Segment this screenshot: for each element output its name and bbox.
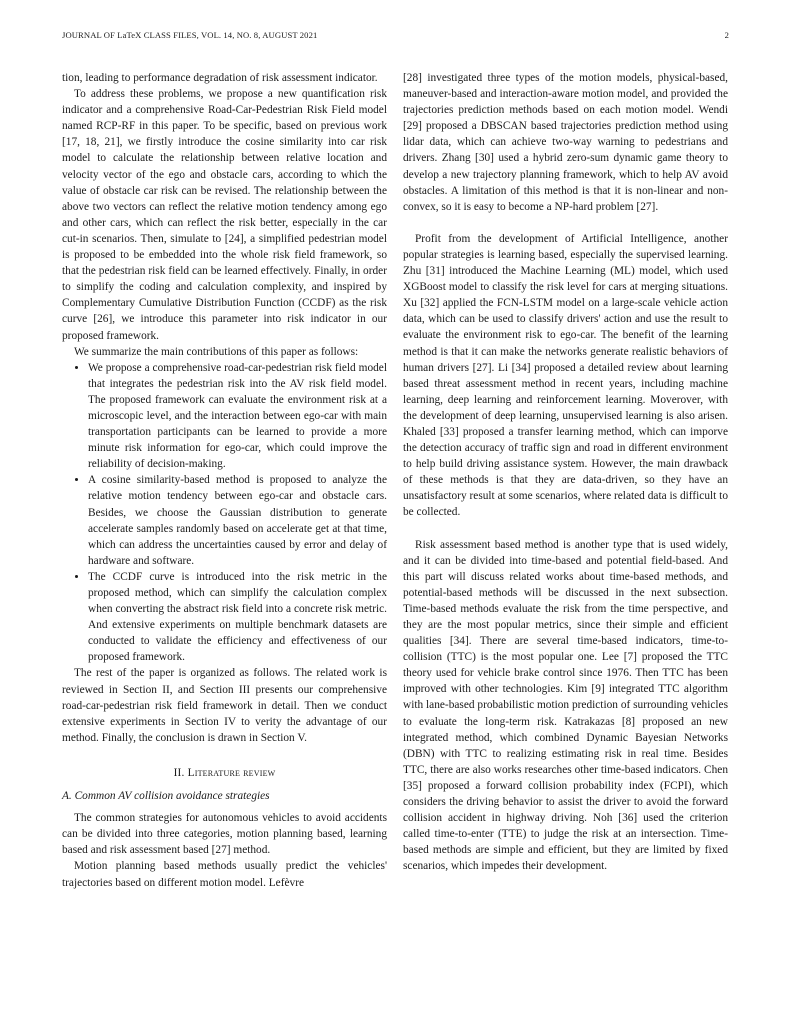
- contributions-list: [62, 360, 387, 666]
- paragraph: Profit from the development of Artificial Intelligence, another popular strategies is learning based, especially the supervised learning. Zhu [31] introduced the Machine Learning (ML) model, which used XGBoost model to classify the risk level for cars at merging situations. Xu [32] applied the FCN-LSTM model on a large-scale vehicle action data, which can be used to classify drivers' action and use the result to evaluate the environment risk to ego-car. The benefit of the learning method is that it can make the networks generate realistic behaviors of human drivers [27]. Li [34] proposed a detailed review about learning based threat assessment method in recent years, including machine learning, deep learning and reinforcement learning. Moverover, with the development of deep learning, unsupervised learning is also arisen. Khaled [33] proposed a transfer learning method, which can imporve the detection accuracy of traffic sign and road in different environment to help build driving assistance system. However, the main drawback of these methods is that they are data-driven, so they have an unsatisfactory result at some scenarios, where related data is difficult to be collected.: [403, 232, 728, 519]
- running-header: [62, 30, 729, 44]
- subsection-title: A. Common AV collision avoidance strategies: [62, 790, 270, 803]
- list-item: • The CCDF curve is introduced into the risk metric in the proposed method, which can simplify the calculation complex when converting the abstract risk field into a concrete risk metric. And extensive experiments on multiple benchmark datasets are conducted to validate the efficiency and effectiveness of our proposed framework.: [88, 569, 387, 666]
- paragraph-gap: [403, 521, 728, 537]
- paragraph: tion, leading to performance degradation of risk assessment indicator.: [62, 72, 378, 84]
- list-item: • We propose a comprehensive road-car-pedestrian risk field model that integrates the pedestrian risk into the AV risk field model. The proposed framework can evaluate the environment risk at a microscopic level, and the interaction between ego-car with main transportation participants can be learned to provide a more minute risk information for ego-car, which could improve the reliability of decision-making.: [88, 360, 387, 473]
- right-column: [403, 70, 728, 875]
- left-column: [62, 70, 387, 891]
- paragraph: To address these problems, we propose a new quantification risk indicator and a comprehensive Road-Car-Pedestrian Risk Field model named RCP-RF in this paper. To be specific, based on previous work [17, 18, 21], we firstly introduce the cosine similarity into car risk model to calculate the relationship between relative location and velocity vector of the ego and obstacle cars, according to which the value of obstacle car risk can be revised. The relationship between the above two vectors can reflect the relative motion tendency among ego and other cars, which can reflect the risk better, especially in the car cut-in scenarios. Then, simulate to [24], a simplified pedestrian model is proposed to be embedded into the whole risk field framework, so that the pedestrian risk field can be learned effectively. Finally, in order to simplify the coding and calculation complexity, and inspired by Complementary Cumulative Distribution Function (CCDF) as the risk curve [26], we introduce this parameter into risk indicator in our proposed framework.: [62, 88, 387, 342]
- paragraph: Motion planning based methods usually predict the vehicles' trajectories based on different motion model. Lefèvre: [62, 860, 387, 889]
- paragraph-gap: [403, 215, 728, 231]
- list-item: • A cosine similarity-based method is proposed to analyze the relative motion tendency between ego-car and obstacle cars. Besides, we choose the Gaussian distribution to generate accelerate samples randomly based on accelerate get at that time, which can address the uncertainties caused by error and delay of hardware and software.: [88, 472, 387, 569]
- paragraph: [28] investigated three types of the motion models, physical-based, maneuver-based and interaction-aware motion model, and provided the trajectories prediction methods based on each motion model. Wendi [29] proposed a DBSCAN based trajectories prediction method using lidar data, which can achieve two-way warning to pedestrians and drivers. Zhang [30] used a hybrid zero-sum dynamic game theory to develop a new trajectory planning framework, which to help AV avoid obstacles. A limitation of this method is that it is non-linear and non-convex, so it is easy to become a NP-hard problem [27].: [403, 72, 728, 213]
- page-number: 2: [724, 30, 729, 40]
- paragraph: Risk assessment based method is another type that is used widely, and it can be divided into time-based and potential field-based. And this part will discuss related works about time-based methods, and potential-based methods will be discussed in the next subsection. Time-based methods evaluate the risk from the time perspective, and they are the most popular metrics, since their simple and efficient qualities [34]. There are several time-based indicators, time-to-collision (TTC) is the most popular one. Lee [7] proposed the TTC theory used for vehicle brake control since 1976. Then TTC has been improved with other technologies. Kim [9] integrated TTC algorithm with lane-based probabilistic motion prediction of surrounding vehicles to evaluate the long-term risk. Katrakazas [8] proposed an new integrated method, which combined Dynamic Bayesian Networks (DBN) with TTC to realizing estimating risk in real time. Besides TTC, there are also works researches other time-based indicators. Chen [35] proposed a forward collision probability index (FCPI), which considers the driving behavior to assist the driver to avoid the forward collision accident in highway driving. Noh [36] used the criterion called time-to-enter (TTE) to judge the risk at an intersection. Time-based methods are simple and efficient, but they are limited by fixed scenarios, which impedes their development.: [403, 538, 728, 873]
- journal-header: JOURNAL OF LaTeX CLASS FILES, VOL. 14, NO. 8, AUGUST 2021: [62, 30, 318, 40]
- paragraph: The rest of the paper is organized as follows. The related work is reviewed in Section II, and Section III presents our comprehensive road-car-pedestrian risk field framework in detail. Then we conduct extensive experiments in Section IV to verity the advantage of our method. Finally, the conclusion is drawn in Section V.: [62, 667, 387, 744]
- paragraph: We summarize the main contributions of this paper as follows:: [74, 345, 359, 358]
- paragraph: The common strategies for autonomous vehicles to avoid accidents can be divided into three categories, motion planning based, learning based and risk assessment based [27] method.: [62, 812, 387, 857]
- section-title: II. Literature review: [173, 766, 276, 779]
